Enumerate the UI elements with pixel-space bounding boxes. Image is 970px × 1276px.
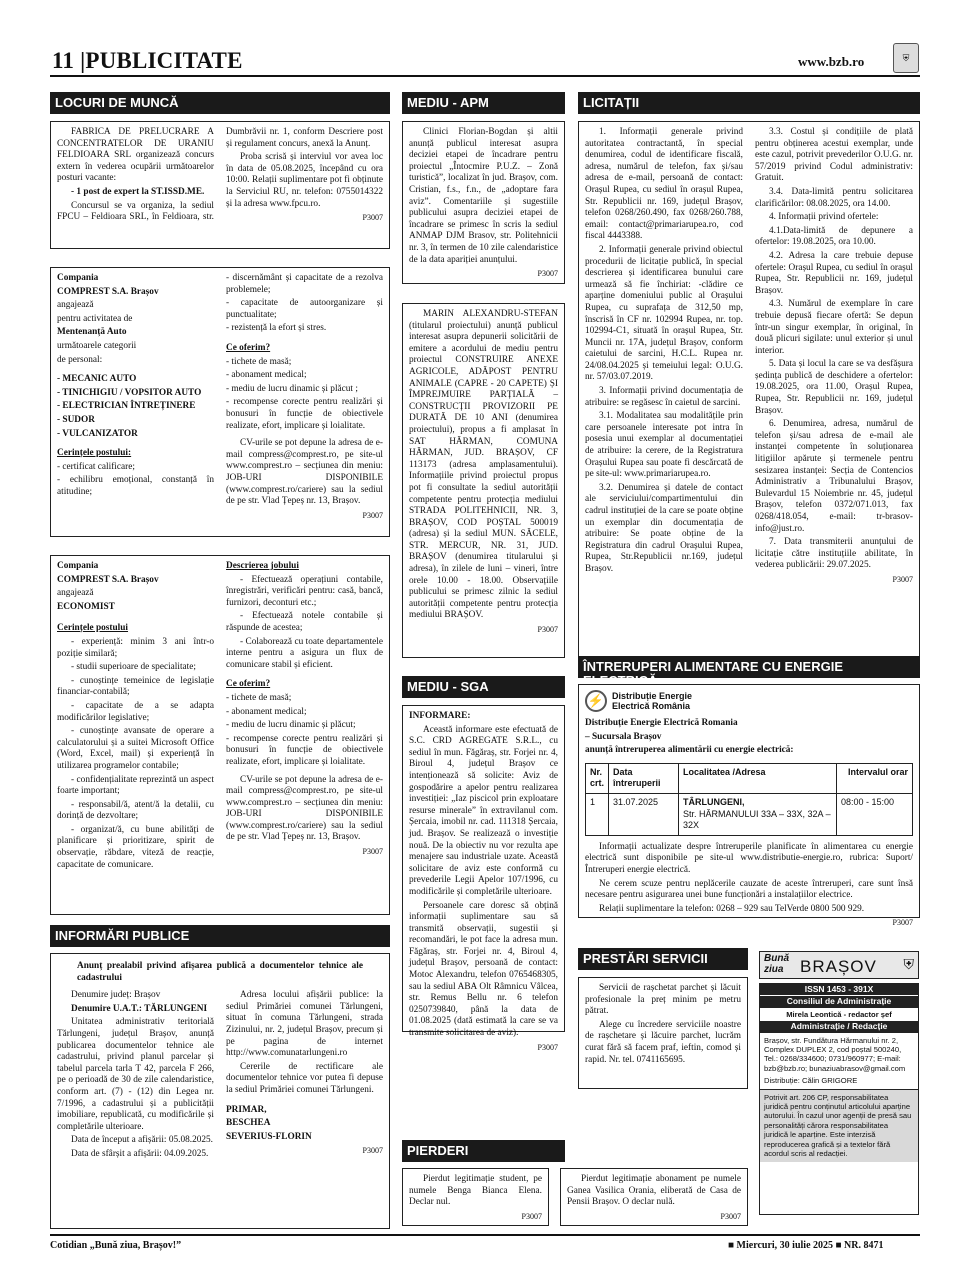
lightning-logo-icon: ⚡ <box>585 690 607 712</box>
logo-line1: Distribuție Energie <box>612 691 693 701</box>
col-date: Data întreruperii <box>609 763 679 793</box>
outage-subtitle: anunță întreruperea alimentării cu energie electrică: <box>585 745 794 756</box>
ad-sga-text: Persoanele care doresc să obțină informații suplimentare sau să transmită observații, sugestii și recomandări, le pot face la adresa mun. Făgăraș, str. Forjei nr. 4, Biroul 4, județul Brașov, persoană de contact: Motoc Alexandru, telefon 0765468305, sau la sediul ABA Olt Râmnicu Vâlcea, str. Remus Bellu nr. 6 telefon 0250739840, până la data de 01.08.2025 (dată estimată la care se va transmite solicitarea de aviz). <box>409 900 558 1039</box>
lic-item: 3.1. Modalitatea sau modalitățile prin care persoanele interesate pot intra în posesia unui exemplar al documentației de atribuire: la cerere, de la Registratura Orașului Rupea sau poate fi descărcată de pe site-ul: www.primariarupea.ro. <box>585 411 743 480</box>
requirement-item: - studii superioare de specialitate; <box>71 662 196 673</box>
ad-code: P3007 <box>892 918 913 928</box>
ad-pierderi-1 <box>402 1168 549 1226</box>
offer-item: - mediu de lucru dinamic și plăcut ; <box>226 383 358 394</box>
outage-table <box>585 763 913 836</box>
ad-outage <box>578 684 920 928</box>
ad-prestari-text: Alege cu încredere serviciile noastre de rașchetare și lăcuire parchet, lucrăm curat fără să facem praf, ieftin, comod și rapid. Nr. tel. 0741165695. <box>585 1019 741 1065</box>
ad-prestari <box>578 977 748 1089</box>
start-date: Data de început a afișării: 05.08.2025. <box>71 1135 213 1146</box>
job-item: - MECANIC AUTO <box>57 374 137 385</box>
end-date: Data de sfârșit a afișării: 04.09.2025. <box>71 1148 209 1159</box>
outage-company: Distribuție Energie Electrică Romania <box>585 718 738 728</box>
job-item: - SUDOR <box>57 414 95 425</box>
cell-address <box>679 793 837 835</box>
cell-interval: 08:00 - 15:00 <box>837 793 913 835</box>
offer-item: - recompense corecte pentru realizări și bonusuri în funcție de obiectivele realizate, efort, implicare și loialitate. <box>226 733 383 767</box>
lic-item: 4.1.Data-limită de depunere a ofertelor: 19.08.2025, ora 10.00. <box>755 225 913 248</box>
section-mediu-apm-header: MEDIU - APM <box>402 92 565 114</box>
cell-nr: 1 <box>586 793 609 835</box>
newspaper-logo <box>759 951 919 979</box>
requirement-item: - echilibru emoțional, constanță în atitudine; <box>57 475 214 497</box>
description-item: - Colaborează cu toate departamentele interne pentru a asigura un flux de comunicare stabil și eficient. <box>226 636 383 670</box>
lic-item: 1. Informații generale privind autoritatea contractantă, în special denumirea, codul de identificare fiscală, adresa, numărul de telefon, fax și/sau adresa de e-mail, persoană de contact: Orașul Rupea, cu sediul în orașul Rupea, Str. Republicii nr. 169, județul Brașov, telefon 0268/260.490, fax 0268/260.788, email: contact@primariarupea.ro, cod fiscal 4443388. <box>585 127 743 242</box>
requirement-item: - cunoștințe avansate de operare a calculatorului și a suitei Microsoft Office (Word, Excel, mail) și experiență în utilizarea programelor contabile; <box>57 726 214 771</box>
editor-chief: Mirela Leontică - redactor șef <box>786 1009 892 1019</box>
rectification-info: Cererile de rectificare ale documentelor tehnice vor putea fi depuse la sediul Primăriei comunei Tărlungeni. <box>226 1061 383 1095</box>
cv-info: CV-urile se pot depune la adresa de e-mail compress@comprest.ro, pe site-ul www.comprest.ro – secțiunea din meniu: JOB-URI DISPONIBILE (www.comprest.ro/cariere) sau la sediul de pe str. Vlad Țepeș nr. 13, Brașov. <box>226 438 383 507</box>
ad-informari <box>50 953 390 1229</box>
offer-item: - tichete de masă; <box>226 356 292 367</box>
requirement-item: - capacitate de a se adapta modificărilor legislative; <box>57 700 214 723</box>
footer-publication: Cotidian „Bună ziua, Brașov!” <box>50 1240 182 1251</box>
company-label: Compania <box>57 273 99 283</box>
requirements-title: Cerințele postului: <box>57 448 132 459</box>
offer-item: - recompense corecte pentru realizări și bonusuri în funcție de obiectivele realizate, efort, implicare și loialitate. <box>226 397 383 431</box>
offer-item: - abonament medical; <box>226 370 307 381</box>
lic-item: 7. Data transmiterii anunțului de licitație către instituțiile abilitate, în vederea publicării: 29.07.2025. <box>755 537 913 571</box>
cell-locality: TÂRLUNGENI, <box>683 796 745 807</box>
personnel-label: de personal: <box>57 354 103 365</box>
position-name: ECONOMIST <box>57 601 115 612</box>
ad-sga-text: Această informare este efectuată de S.C. CRD AGREGATE S.R.L., cu sediul în mun. Făgăraș, str. Forjei nr. 4, Biroul 4, județul Brașov ce intenționează să solicite: Aviz de gospodărire a apelor pentru realizarea investiției: „Iaz piscicol prin exploatare resurse minerale” în extravilanul com. Șercaia, imobil nr. cad. 111318 Șercaia, jud. Brașov. Se realizează o investiție nouă. De la obiectiv nu vor rezulta ape menajere sau industriale uzate. Această solicitare de aviz este conformă cu prevederile Legii Apelor 107/1996, cu modificările și completările ulterioare. <box>409 724 558 897</box>
ad-code: P3007 <box>537 269 558 279</box>
requirement-item: - responsabil/ă, atent/ă la detalii, cu dorință de dezvoltare; <box>57 799 214 822</box>
ad-sga-title: INFORMARE: <box>409 711 471 721</box>
logo-city: BRAȘOV <box>800 957 877 976</box>
requirement-item: - cunoștințe temeinice de legislație financiar-contabilă; <box>57 675 214 698</box>
logo-word: ziua <box>764 964 784 975</box>
company-name: COMPREST S.A. Brașov <box>57 574 159 585</box>
lic-item: 4.3. Numărul de exemplare în care trebuie depusă fiecare ofertă: Se depun într-un singur exemplar, în original, în două plicuri sigilate: unul exterior și unul interior. <box>755 299 913 356</box>
section-prestari-header: PRESTĂRI SERVICII <box>578 948 748 970</box>
signature-name: SEVERIUS-FLORIN <box>226 1131 312 1142</box>
admin-title: Administrație / Redacție <box>760 1021 918 1032</box>
outage-apology: Ne cerem scuze pentru neplăcerile cauzate de aceste întreruperi, care sunt însă necesare pentru asigurarea unei bune funcționări a instalațiilor electrice. <box>585 878 913 901</box>
ad-code: P3007 <box>362 1146 383 1156</box>
cell-street: Str. HĂRMANULUI 33A – 33X, 32A – 32X <box>683 808 831 831</box>
masthead <box>759 983 919 1215</box>
cell-date: 31.07.2025 <box>609 793 679 835</box>
ad-code: P3007 <box>720 1211 741 1221</box>
table-row <box>586 793 913 835</box>
ad-apm-clinici <box>402 121 565 284</box>
ad-code: P3007 <box>362 847 383 857</box>
requirements-title: Cerințele postului <box>57 623 129 634</box>
section-jobs-header: LOCURI DE MUNCĂ <box>50 92 390 114</box>
activity-label: pentru activitatea de <box>57 313 133 324</box>
ad-apm-marin <box>402 303 565 658</box>
requirement-item: - experiență: minim 3 ani într-o poziție similară; <box>57 636 214 659</box>
job-item: - ELECTRICIAN ÎNTREȚINERE <box>57 401 196 412</box>
col-interval: Intervalul orar <box>837 763 913 793</box>
lic-item: 4. Informații privind ofertele: <box>769 212 879 223</box>
company-label: Compania <box>57 561 99 571</box>
ad-comprest-economist <box>50 555 390 915</box>
ad-code: P3007 <box>521 1211 542 1221</box>
lic-item: 6. Denumirea, adresa, numărul de telefon și/sau adresa de e-mail ale instanței competente în soluționarea litigiilor apărute și termenele pentru sesizarea instanței: Secția de Contencios Administrativ a Tribunalului Brașov, Bulevardul 15 Noiembrie nr. 45, județul Brașov, telefon 0372/071.013, fax 0268/418.054, e-mail: tr-brasov-info@just.ro. <box>755 419 913 534</box>
lic-item: 5. Data și locul la care se va desfășura ședința publică de deschidere a ofertelor: 19.08.2025, ora 11.00, Orașul Rupea, Rupea, Str. Republicii nr. 169, județul Brașov. <box>755 359 913 416</box>
ad-fpcu-post: - 1 post de expert la ST.ISSD.ME. <box>71 186 205 197</box>
lic-item: 3.3. Costul și condițiile de plată pentru obținerea acestui exemplar, unde este cazul, potrivit prevederilor O.U.G. nr. 57/2019 privind Codul administrativ: Gratuit. <box>755 127 913 184</box>
lic-item: 3. Informații privind documentația de atribuire: se regăsesc în caietul de sarcini. <box>585 386 743 408</box>
board-title: Consiliul de Administrație <box>760 995 918 1007</box>
ad-code: P3007 <box>362 213 383 223</box>
outage-contact: Relații suplimentare la telefon: 0268 – 929 sau TelVerde 0800 500 929. <box>599 903 865 914</box>
lic-item: 3.2. Denumirea și datele de contact ale serviciului/compartimentului din cadrul instituției de la care se poate obține un exemplar din documentația de atribuire: Se poate obține de la Registratura din cadrul Orașului Rupea, Rupea, Str.Republicii nr.169, județul Brașov. <box>585 482 743 574</box>
ad-code: P3007 <box>537 1042 558 1052</box>
requirement-item: - organizat/ă, cu bune abilități de planificare și prioritizare, spirit de observație, răbdare, viteză de reacție, capacitate de comunicare. <box>57 824 214 870</box>
signature-name: BESCHEA <box>226 1118 271 1129</box>
ad-pierderi-2 <box>560 1168 748 1226</box>
ad-sga <box>402 705 565 1052</box>
ad-fpcu-exam: Proba scrisă și interviul vor avea loc în data de 05.08.2025, începând cu ora 10:00. Relații suplimentare pot fi obținute la Serviciul RU, nr. telefon: 0755014322 și la adresa www.fpcu.ro. <box>226 152 383 209</box>
job-item: - TINICHIGIU / VOPSITOR AUTO <box>57 387 202 398</box>
ad-fpcu-place: Concursul se va organiza, la sediul FPCU – Feldioara SRL, în Feldioara, str. Dumbrăvii nr. 1, conform Descriere post și regulament concurs, anexă la Anunț. <box>57 127 383 223</box>
address: Brașov, str. Fundătura Hărmanului nr. 2, Complex DUPLEX 2, cod poștal 500240, Tel.: 0268/334600; 0731/960977; E-mail: bzb@bzb.ro; bunaziuabrasov@gmail.com <box>764 1035 906 1073</box>
ad-fpcu <box>50 121 390 249</box>
ad-apm-text: Clinici Florian-Bogdan și altii anunță publicul interesat asupra deciziei etapei de încadrare pentru proiectul „Întocmire P.U.Z. – Zonă turistică”, localizat în jud. Brașov, com. Cristian, f.s., f.n., de „adoptare fara aviz”. Comentariile și sugestiile publicului asupra deciziei etapei de încadrare se primesc în scris la sediul ANMAP DJM Brasov, str. Politehnicii nr. 3, în termen de 10 zile calendaristice de la data apariției anunțului. <box>409 127 558 265</box>
offer-item: - abonament medical; <box>226 706 307 717</box>
signature-title: PRIMAR, <box>226 1104 267 1115</box>
requirement-item: - certificat calificare; <box>57 461 135 472</box>
ad-fpcu-intro: FABRICA DE PRELUCRARE A CONCENTRATELOR DE URANIU FELDIOARA SRL organizează concurs extern în vederea ocupării următoarelor posturi vacante: <box>57 127 214 184</box>
uat-name: Denumire U.A.T.: TĂRLUNGENI <box>71 1003 208 1014</box>
ad-licitatii <box>578 121 920 664</box>
job-item: - VULCANIZATOR <box>57 428 138 439</box>
activity-name: Mentenanță Auto <box>57 327 127 338</box>
description-item: - Efectuează operațiuni contabile, înregistrări, verificări pentru: casă, bancă, furnizori, deconturi etc.; <box>226 574 383 608</box>
hiring-label: angajează <box>57 588 94 599</box>
section-mediu-sga-header: MEDIU - SGA <box>402 676 565 698</box>
logo-line2: Electrică România <box>612 701 691 711</box>
requirement-item: - rezistență la efort și stres. <box>226 323 327 334</box>
lic-item: 2. Informații generale privind obiectul procedurii de licitație publică, în special descrierea și identificarea bunului care urmează să fie închiriat: -clădire ce aparține domeniului public al Orașului Rupea, cu suprafața de 312,50 mp, înscrisă în CF nr. 102994 Rupea, nr. top. 102994-C1, situată în orașul Rupea, Str. Muncii nr. 17A, județul Brașov, conform caietului de sarcini, H.C.L. Rupea nr. 24/08.04.2025 și temeiului legal: O.U.G. nr. 57/03.07.2019. <box>585 244 743 383</box>
lic-item: 4.2. Adresa la care trebuie depuse ofertele: Orașul Rupea, cu sediul în orașul Rupea, Str. Republicii nr. 169, județul Brașov. <box>755 250 913 296</box>
company-name: COMPREST S.A. Brașov <box>57 286 159 297</box>
section-pierderi-header: PIERDERI <box>402 1140 565 1162</box>
announcement-body: Unitatea administrativ teritorială Tărlungeni, județul Brașov, anunță publicarea documentelor tehnice ale cadastrului, privind planul parcelar și tabelul parcela tarla T 42, parcela F 266, pe o perioadă de 30 de zile calendaristice, conform art. (7) - (12) din Legea nr. 7/1996, a cadastrului și a publicității imobiliare, republicată, cu modificările și completările ulterioare. <box>57 1017 214 1132</box>
ad-apm-text: MARIN ALEXANDRU-STEFAN (titularul proiectului) anunță publicul interesat asupra depunerii solicitării de emitere a acordului de mediu pentru proiectul CONSTRUIRE ANEXE AGRICOLE, ADĂPOST PENTRU ANIMALE (CAPRE - 20 CAPETE) ȘI ÎMPREJMUIRE PARȚIALĂ – CONSTRUCȚII PROVIZORII PE DURATĂ DE 10 ANI (denumirea proiectului), propus a fi amplasat în SAT HĂRMAN, COMUNA HĂRMAN, JUD. BRAȘOV, CF 113173 (adresa amplasamentului). Informațiile privind proiectul propus pot fi consultate la sediul autorității competente pentru protecția mediului STRADA POLITEHNICII, NR. 3, BRAȘOV, COD POȘTAL 500019 (adresa) și la sediul MUN. SĂCELE, STR. MERCUR, NR. 31, JUD. BRAȘOV (denumirea titularului și adresa), în zilele de luni – vineri, între orele 10.00 - 18.00. Observațiile publicului se primesc zilnic la sediul autorității competente pentru protecția mediului BRAȘOV. <box>409 309 558 621</box>
ad-comprest-mentenanta <box>50 267 390 537</box>
ad-informari-title: Anunț prealabil privind afișarea publică a documentelor tehnice ale cadastrului <box>77 961 363 983</box>
requirement-item: - confidențialitate reprezintă un aspect foarte important; <box>57 774 214 797</box>
ad-pierderi-text: Pierdut legitimație student, pe numele Benga Bianca Elena. Declar nul. <box>409 1174 542 1208</box>
lic-item: 3.4. Data-limită pentru solicitarea clarificărilor: 08.08.2025, ora 14.00. <box>755 186 913 209</box>
issn: ISSN 1453 - 391X <box>760 984 918 995</box>
crest-icon: ⛨ <box>903 956 914 972</box>
categories-label: următoarele categorii <box>57 340 137 351</box>
ad-prestari-text: Servicii de rașchetat parchet și lăcuit profesionale la preț minim pe metru pătrat. <box>585 983 741 1017</box>
logo-word: Bună <box>764 953 789 964</box>
offer-item: - mediu de lucru dinamic și plăcut; <box>226 720 356 731</box>
distribution: Distribuție: Călin GRIGORE <box>764 1076 858 1086</box>
crest-icon: ⛨ <box>893 43 919 73</box>
header-rule <box>50 75 920 77</box>
footer-date: ■ Miercuri, 30 iulie 2025 ■ NR. 8471 <box>728 1240 884 1251</box>
hiring-label: angajează <box>57 300 94 311</box>
col-address: Localitatea /Adresa <box>679 763 837 793</box>
ad-code: P3007 <box>537 625 558 635</box>
section-informari-header: INFORMĂRI PUBLICE <box>50 925 390 947</box>
section-intreruperi-header: ÎNTRERUPERI ALIMENTARE CU ENERGIE ELECTRICĂ <box>578 656 920 678</box>
description-title: Descrierea jobului <box>226 561 299 571</box>
requirement-item: - discernământ și capacitate de a rezolva problemele; <box>226 273 383 295</box>
display-place: Adresa locului afișării publice: la sediul Primăriei comunei Tărlungeni, situat în comuna Tărlungeni, strada Zizinului, nr. 2, județul Brașov, precum și pe pagina de internet http://www.comunatarlungeni.ro <box>226 990 383 1059</box>
cv-info: CV-urile se pot depune la adresa de e-mail compress@comprest.ro, pe site-ul www.comprest.ro – secțiunea din meniu: JOB-URI DISPONIBILE (www.comprest.ro/cariere) sau la sediul de pe str. Vlad Țepeș nr. 13, Brașov. <box>226 774 383 843</box>
utility-logo <box>585 690 913 712</box>
outage-branch: – Sucursala Brașov <box>585 731 662 742</box>
ad-pierderi-text: Pierdut legitimație abonament pe numele Ganea Vasilica Orania, eliberată de Casa de Pensii Brașov. O declar nulă. <box>567 1174 741 1208</box>
page-title: 11 |PUBLICITATE <box>52 48 243 73</box>
ad-code: P3007 <box>892 574 913 584</box>
section-licitatii-header: LICITAȚII <box>578 92 920 114</box>
ad-code: P3007 <box>362 510 383 520</box>
county-name: Denumire județ: Brașov <box>71 990 161 1001</box>
requirement-item: - capacitate de autoorganizare și punctualitate; <box>226 298 383 320</box>
footer-rule <box>50 1234 920 1236</box>
description-item: - Efectuează notele contabile și răspunde de acestea; <box>226 611 383 633</box>
col-nr: Nr. crt. <box>586 763 609 793</box>
offer-title: Ce oferim? <box>226 679 271 690</box>
legal-notice: Potrivit art. 206 CP, responsabilitatea juridică pentru conținutul articolului aparține autorului. În cazul unor agenții de presă sau personalități cărora responsabilitatea juridică le aparține. Este interzisă reproducerea grafică și a textelor fără acordul scris al redacției. <box>760 1089 918 1162</box>
offer-title: Ce oferim? <box>226 342 271 353</box>
site-url[interactable]: www.bzb.ro <box>798 54 865 69</box>
offer-item: - tichete de masă; <box>226 692 292 703</box>
outage-info: Informații actualizate despre întreruperile planificate în alimentarea cu energie electrică sunt disponibile pe site-ul www.distributie-energie.ro, rubrica: Suport/Întreruperi energie electrică. <box>585 841 913 875</box>
